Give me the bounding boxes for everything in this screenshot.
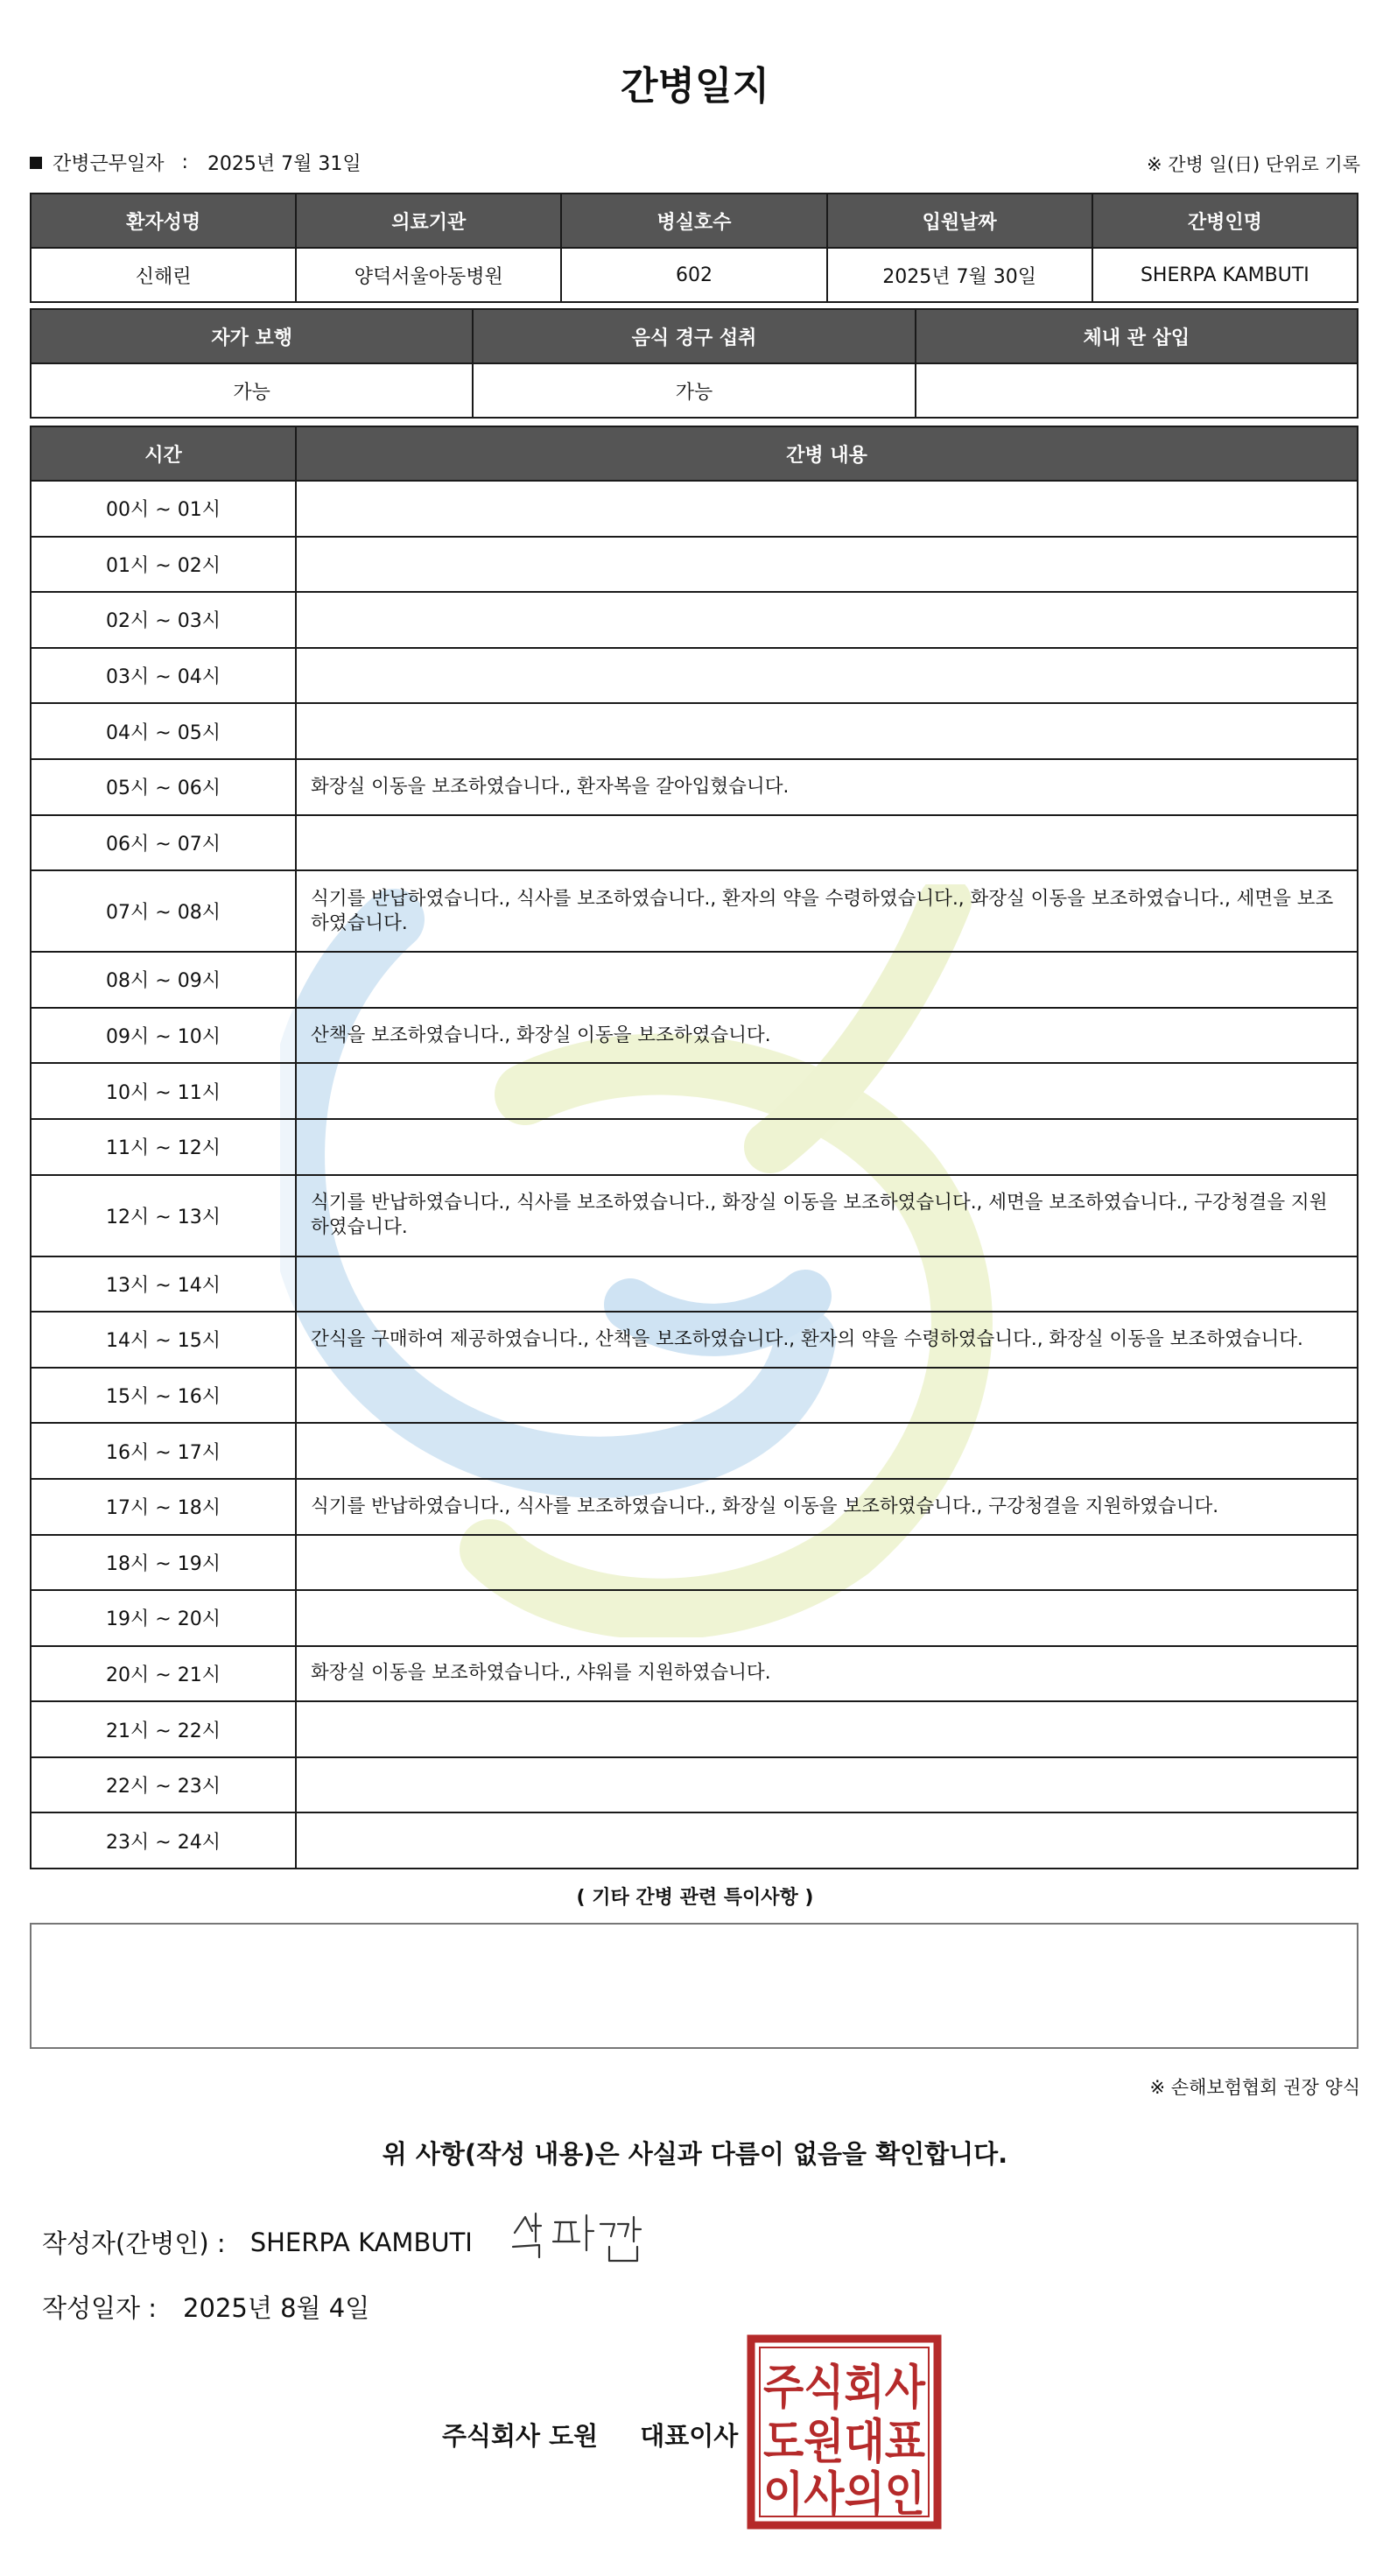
care-content-cell <box>296 952 1358 1008</box>
hospital-value: 양덕서울아동병원 <box>296 248 561 302</box>
square-bullet-icon <box>30 157 42 169</box>
svg-text:주식회사: 주식회사 <box>763 2360 926 2415</box>
care-content-cell <box>296 592 1358 648</box>
care-content-cell <box>296 1119 1358 1175</box>
care-content-cell <box>296 703 1358 759</box>
time-slot-cell: 04시 ~ 05시 <box>31 703 296 759</box>
care-log-row <box>31 952 1358 1008</box>
time-slot-cell: 22시 ~ 23시 <box>31 1757 296 1813</box>
time-slot-cell: 12시 ~ 13시 <box>31 1175 296 1256</box>
care-log-row <box>31 481 1358 537</box>
care-log-row <box>31 815 1358 871</box>
care-content-cell: 화장실 이동을 보조하였습니다., 환자복을 갈아입혔습니다. <box>296 759 1358 815</box>
oral-intake-value: 가능 <box>473 363 915 418</box>
care-content-cell <box>296 1812 1358 1869</box>
time-slot-cell: 08시 ~ 09시 <box>31 952 296 1008</box>
header-oral-intake: 음식 경구 섭취 <box>473 309 915 363</box>
time-slot-cell: 09시 ~ 10시 <box>31 1008 296 1064</box>
care-content-cell <box>296 1590 1358 1646</box>
care-log-row <box>31 648 1358 704</box>
svg-text:이사의인: 이사의인 <box>763 2467 925 2522</box>
care-log-row <box>31 1119 1358 1175</box>
header-tube-insertion: 체내 관 삽입 <box>916 309 1358 363</box>
header-room-number: 병실호수 <box>561 194 826 248</box>
patient-info-value-row <box>31 248 1358 302</box>
time-slot-cell: 13시 ~ 14시 <box>31 1256 296 1313</box>
work-date-value: 2025년 7월 31일 <box>207 153 362 175</box>
care-content-cell <box>296 1256 1358 1313</box>
care-log-row <box>31 537 1358 593</box>
work-date-row <box>30 149 362 176</box>
header-caregiver-name: 간병인명 <box>1092 194 1358 248</box>
care-content-cell: 식기를 반납하였습니다., 식사를 보조하였습니다., 환자의 약을 수령하였습니다., 화장실 이동을 보조하였습니다., 세면을 보조하였습니다. <box>296 870 1358 952</box>
care-content-cell <box>296 1423 1358 1479</box>
header-patient-name: 환자성명 <box>31 194 296 248</box>
care-content-cell: 식기를 반납하였습니다., 식사를 보조하였습니다., 화장실 이동을 보조하였습니다., 세면을 보조하였습니다., 구강청결을 지원하였습니다. <box>296 1175 1358 1256</box>
time-slot-cell: 18시 ~ 19시 <box>31 1535 296 1591</box>
care-content-cell <box>296 537 1358 593</box>
writer-name: SHERPA KAMBUTI <box>249 2227 473 2257</box>
time-slot-cell: 10시 ~ 11시 <box>31 1063 296 1119</box>
care-content-cell: 식기를 반납하였습니다., 식사를 보조하였습니다., 화장실 이동을 보조하였습니다., 구강청결을 지원하였습니다. <box>296 1479 1358 1535</box>
admission-date-value: 2025년 7월 30일 <box>827 248 1092 302</box>
special-notes-title: ( 기타 간병 관련 특이사항 ) <box>576 1887 814 1909</box>
care-log-table <box>30 426 1358 1869</box>
care-log-body <box>31 481 1358 1869</box>
patient-status-table <box>30 308 1358 419</box>
time-slot-cell: 16시 ~ 17시 <box>31 1423 296 1479</box>
writer-label: 작성자(간병인) : <box>42 2228 226 2258</box>
self-walking-value: 가능 <box>31 363 473 418</box>
time-slot-cell: 19시 ~ 20시 <box>31 1590 296 1646</box>
time-slot-cell: 20시 ~ 21시 <box>31 1646 296 1702</box>
header-time: 시간 <box>31 426 296 481</box>
care-log-row <box>31 1701 1358 1757</box>
care-content-cell <box>296 481 1358 537</box>
time-slot-cell: 07시 ~ 08시 <box>31 870 296 952</box>
time-slot-cell: 14시 ~ 15시 <box>31 1312 296 1368</box>
time-slot-cell: 17시 ~ 18시 <box>31 1479 296 1535</box>
patient-info-header-row <box>31 194 1358 248</box>
patient-status-value-row <box>31 363 1358 418</box>
care-content-cell <box>296 1701 1358 1757</box>
care-log-row <box>31 1312 1358 1368</box>
confirmation-statement: 위 사항(작성 내용)은 사실과 다름이 없음을 확인합니다. <box>382 2139 1008 2169</box>
care-log-row <box>31 592 1358 648</box>
work-date-separator: : <box>181 151 188 173</box>
work-date-label: 간병근무일자 <box>53 153 165 175</box>
writer-row <box>42 2224 473 2260</box>
care-content-cell <box>296 1063 1358 1119</box>
time-slot-cell: 03시 ~ 04시 <box>31 648 296 704</box>
svg-text:도원대표: 도원대표 <box>763 2414 925 2469</box>
company-name: 주식회사 도원 <box>442 2421 599 2451</box>
header-hospital: 의료기관 <box>296 194 561 248</box>
care-log-row <box>31 1590 1358 1646</box>
care-log-row <box>31 1008 1358 1064</box>
handwritten-signature <box>506 2206 655 2277</box>
time-slot-cell: 02시 ~ 03시 <box>31 592 296 648</box>
time-slot-cell: 00시 ~ 01시 <box>31 481 296 537</box>
tube-insertion-value <box>916 363 1358 418</box>
time-slot-cell: 21시 ~ 22시 <box>31 1701 296 1757</box>
care-log-row <box>31 1256 1358 1313</box>
header-self-walking: 자가 보행 <box>31 309 473 363</box>
care-log-row <box>31 1479 1358 1535</box>
caregiver-name-value: SHERPA KAMBUTI <box>1092 248 1358 302</box>
care-log-row <box>31 1368 1358 1424</box>
care-log-row <box>31 1757 1358 1813</box>
care-content-cell <box>296 1535 1358 1591</box>
patient-name-value: 신해린 <box>31 248 296 302</box>
write-date-value: 2025년 8월 4일 <box>183 2293 370 2323</box>
recommended-form-note: ※ 손해보험협회 권장 양식 <box>1149 2077 1360 2098</box>
company-role: 대표이사 <box>640 2421 739 2451</box>
record-unit-note: ※ 간병 일(日) 단위로 기록 <box>1147 154 1360 175</box>
care-log-row <box>31 703 1358 759</box>
care-log-header-row <box>31 426 1358 481</box>
care-log-row <box>31 1423 1358 1479</box>
care-content-cell <box>296 1757 1358 1813</box>
time-slot-cell: 01시 ~ 02시 <box>31 537 296 593</box>
care-content-cell: 산책을 보조하였습니다., 화장실 이동을 보조하였습니다. <box>296 1008 1358 1064</box>
time-slot-cell: 15시 ~ 16시 <box>31 1368 296 1424</box>
room-number-value: 602 <box>561 248 826 302</box>
write-date-row <box>42 2289 369 2325</box>
patient-info-table <box>30 193 1358 303</box>
care-content-cell: 화장실 이동을 보조하였습니다., 샤워를 지원하였습니다. <box>296 1646 1358 1702</box>
time-slot-cell: 05시 ~ 06시 <box>31 759 296 815</box>
care-content-cell <box>296 648 1358 704</box>
page-title: 간병일지 <box>620 64 769 109</box>
company-seal-stamp <box>746 2333 943 2530</box>
care-log-row <box>31 1175 1358 1256</box>
header-admission-date: 입원날짜 <box>827 194 1092 248</box>
care-log-row <box>31 1063 1358 1119</box>
care-log-row <box>31 1812 1358 1869</box>
write-date-label: 작성일자 : <box>42 2293 158 2323</box>
special-notes-box <box>30 1923 1358 2049</box>
time-slot-cell: 11시 ~ 12시 <box>31 1119 296 1175</box>
care-log-row <box>31 870 1358 952</box>
care-log-row <box>31 759 1358 815</box>
header-care-content: 간병 내용 <box>296 426 1358 481</box>
company-row <box>442 2417 738 2453</box>
care-content-cell: 간식을 구매하여 제공하였습니다., 산책을 보조하였습니다., 환자의 약을 수령하였습니다., 화장실 이동을 보조하였습니다. <box>296 1312 1358 1368</box>
care-content-cell <box>296 815 1358 871</box>
care-log-row <box>31 1646 1358 1702</box>
care-content-cell <box>296 1368 1358 1424</box>
patient-status-header-row <box>31 309 1358 363</box>
care-log-row <box>31 1535 1358 1591</box>
time-slot-cell: 06시 ~ 07시 <box>31 815 296 871</box>
time-slot-cell: 23시 ~ 24시 <box>31 1812 296 1869</box>
